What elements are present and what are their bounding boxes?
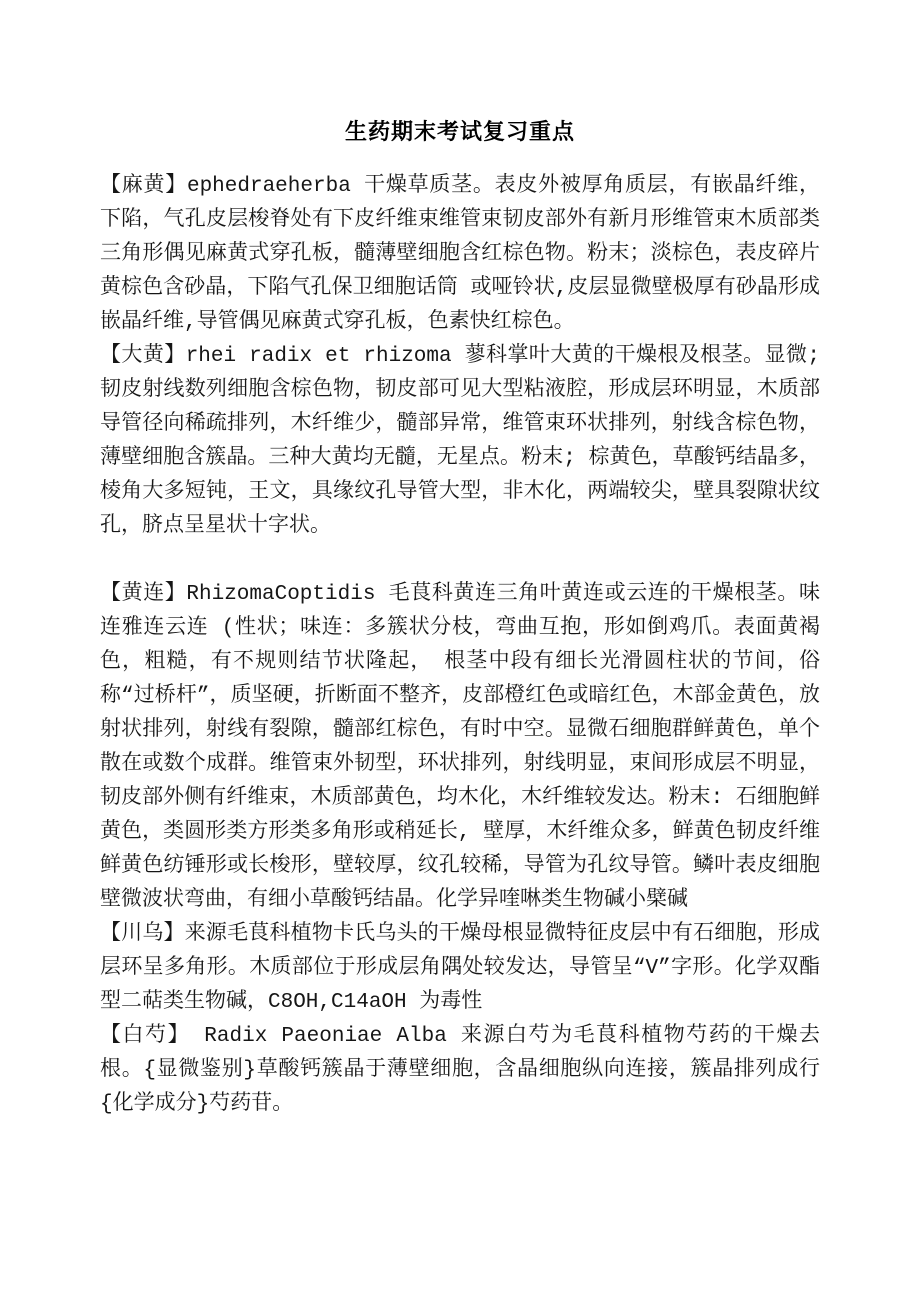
paragraph-huanglian: 【黄连】RhizomaCoptidis 毛茛科黄连三角叶黄连或云连的干燥根茎。味连雅连云连 (性状；味连：多簇状分枝，弯曲互抱，形如倒鸡爪。表面黄褐色，粗糙，有不规则结节状隆起， 根茎中段有细长光滑圆柱状的节间，俗称“过桥杆”，质坚硬，折断面不整齐，皮部橙红色或暗红色，木部金黄色，放射状排列，射线有裂隙，髓部红棕色，有时中空。显微石细胞群鲜黄色，单个散在或数个成群。维管束外韧型，环状排列，射线明显，束间形成层不明显，韧皮部外侧有纤维束，木质部黄色，均木化，木纤维较发达。粉末: 石细胞鲜黄色，类圆形类方形类多角形或稍延长, 壁厚，木纤维众多，鲜黄色韧皮纤维鲜黄色纺锤形或长梭形，壁较厚，纹孔较稀，导管为孔纹导管。鳞叶表皮细胞壁微波状弯曲，有细小草酸钙结晶。化学异喹啉类生物碱小檗碱 (100, 583, 820, 912)
blank-line-separator (100, 544, 820, 578)
paragraph-dahuang: 【大黄】rhei radix et rhizoma 蓼科掌叶大黄的干燥根及根茎。显微; 韧皮射线数列细胞含棕色物，韧皮部可见大型粘液腔，形成层环明显，木质部导管径向稀疏排列，木纤维少，髓部异常，维管束环状排列，射线含棕色物，薄壁细胞含簇晶。三种大黄均无髓，无星点。粉末; 棕黄色，草酸钙结晶多，棱角大多短钝，王文，具缘纹孔导管大型，非木化，两端较尖，壁具裂隙状纹孔，脐点呈星状十字状。 (100, 345, 820, 538)
paragraph-mahuang: 【麻黄】ephedraeherba 干燥草质茎。表皮外被厚角质层，有嵌晶纤维，下陷，气孔皮层梭脊处有下皮纤维束维管束韧皮部外有新月形维管束木质部类三角形偶见麻黄式穿孔板，髓薄壁细胞含红棕色物。粉末；淡棕色，表皮碎片黄棕色含砂晶，下陷气孔保卫细胞话筒 或哑铃状,皮层显微壁极厚有砂晶形成嵌晶纤维,导管偶见麻黄式穿孔板，色素快红棕色。 (100, 175, 820, 334)
document-title: 生药期末考试复习重点 (344, 120, 575, 145)
paragraph-chuanwu: 【川乌】来源毛茛科植物卡氏乌头的干燥母根显微特征皮层中有石细胞，形成层环呈多角形。木质部位于形成层角隅处较发达，导管呈“V”字形。化学双酯型二萜类生物碱，C8OH,C14aOH 为毒性 (100, 923, 820, 1014)
paragraph-baishao: 【白芍】 Radix Paeoniae Alba 来源白芍为毛茛科植物芍药的干燥去根。{显微鉴别}草酸钙簇晶于薄壁细胞，含晶细胞纵向连接，簇晶排列成行{化学成分}芍药苷。 (100, 1025, 820, 1116)
